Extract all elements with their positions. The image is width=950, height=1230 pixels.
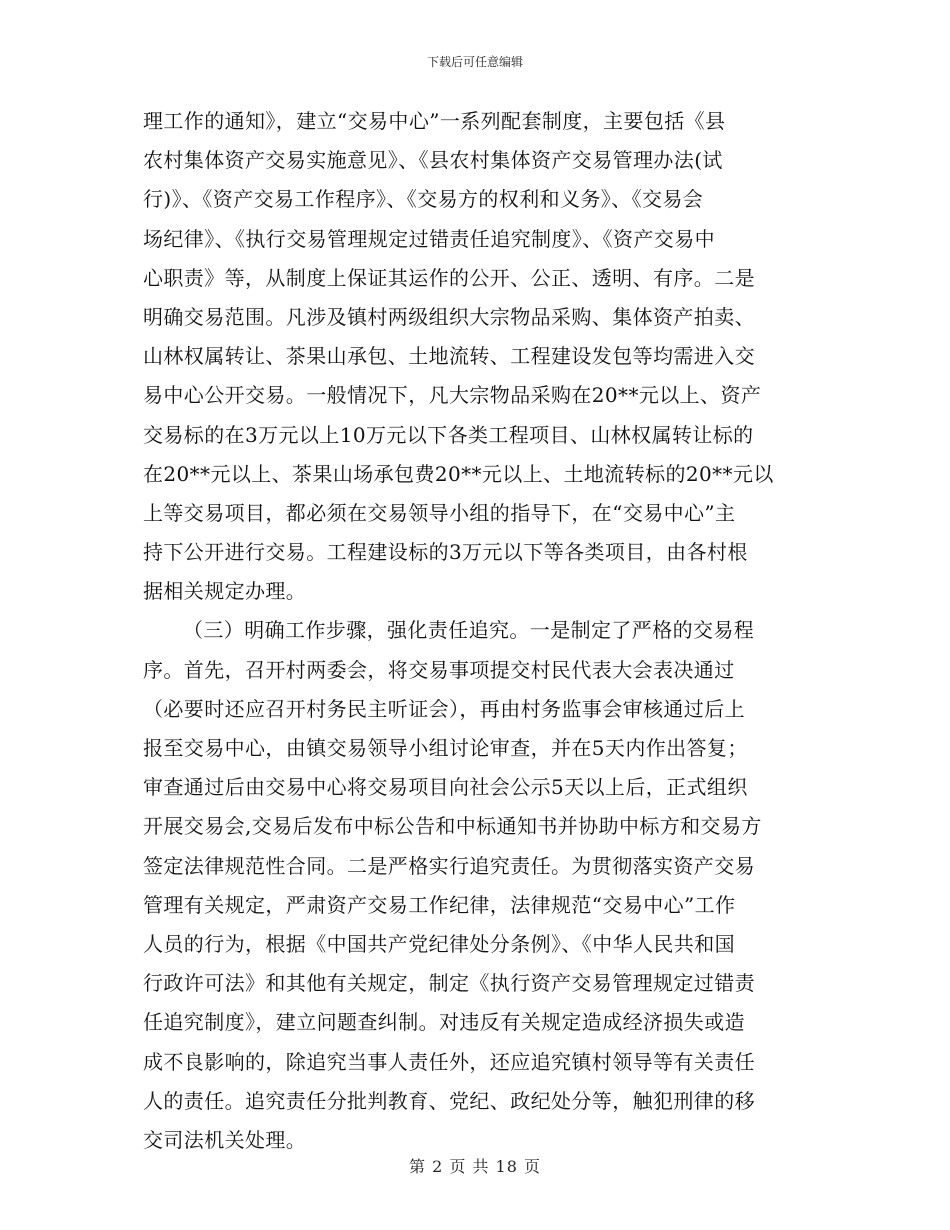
- text-line: 理工作的通知》，建立“交易中心”一系列配套制度，主要包括《县: [143, 109, 726, 133]
- text-line: 报至交易中心，由镇交易领导小组讨论审查，并在5天内作出答复；: [143, 736, 748, 760]
- text-line: 行)》、《资产交易工作程序》、《交易方的权利和义务》、《交易会: [143, 187, 704, 212]
- text-line: 成不良影响的，除追究当事人责任外，还应追究镇村领导等有关责任: [143, 1049, 755, 1074]
- document-body: [143, 102, 813, 1160]
- text-line: 交易标的在3万元以上10万元以下各类工程项目、山林权属转让标的: [143, 422, 754, 447]
- text-line: 人的责任。追究责任分批判教育、党纪、政纪处分等，触犯刑律的移: [143, 1088, 755, 1113]
- text-line: 行政许可法》和其他有关规定，制定《执行资产交易管理规定过错责: [143, 971, 755, 996]
- text-line: 持下公开进行交易。工程建设标的3万元以下等各类项目，由各村根: [143, 540, 748, 565]
- text-line: 签定法律规范性合同。二是严格实行追究责任。为贯彻落实资产交易: [143, 853, 755, 878]
- text-line: 开展交易会,交易后发布中标公告和中标通知书并协助中标方和交易方: [143, 814, 762, 839]
- text-line: 交司法机关处理。: [143, 1127, 307, 1152]
- text-line: 场纪律》、《执行交易管理规定过错责任追究制度》、《资产交易中: [143, 226, 715, 251]
- text-line: 序。首先，召开村两委会，将交易事项提交村民代表大会表决通过: [143, 657, 735, 682]
- section-heading-line: （三）明确工作步骤，强化责任追究。一是制定了严格的交易程: [183, 618, 755, 643]
- text-line: 在20**元以上、茶果山场承包费20**元以上、土地流转标的20**元以: [143, 461, 774, 486]
- text-line: 明确交易范围。凡涉及镇村两级组织大宗物品采购、集体资产拍卖、: [143, 304, 755, 329]
- text-line: （必要时还应召开村务民主听证会），再由村务监事会审核通过后上: [143, 696, 745, 721]
- text-line: 管理有关规定，严肃资产交易工作纪律，法律规范“交易中心”工作: [143, 892, 736, 917]
- text-line: 审查通过后由交易中心将交易项目向社会公示5天以上后，正式组织: [143, 775, 748, 800]
- text-line: 任追究制度》，建立问题查纠制。对违反有关规定造成经济损失或造: [143, 1010, 745, 1035]
- text-line: 易中心公开交易。一般情况下，凡大宗物品采购在20**元以上、资产: [143, 383, 762, 408]
- text-line: 上等交易项目，都必须在交易领导小组的指导下，在“交易中心”主: [143, 500, 736, 525]
- text-line: 心职责》等，从制度上保证其运作的公开、公正、透明、有序。二是: [143, 265, 755, 290]
- text-line: 据相关规定办理。: [143, 579, 307, 604]
- page-number-footer: 第 2 页 共 18 页: [409, 1157, 541, 1176]
- page-header: 下载后可任意编辑: [426, 55, 523, 69]
- text-line: 人员的行为，根据《中国共产党纪律处分条例》、《中华人民共和国: [143, 931, 735, 956]
- text-line: 农村集体资产交易实施意见》、《县农村集体资产交易管理办法(试: [143, 148, 723, 173]
- text-line: 山林权属转让、茶果山承包、土地流转、工程建设发包等均需进入交: [143, 344, 755, 369]
